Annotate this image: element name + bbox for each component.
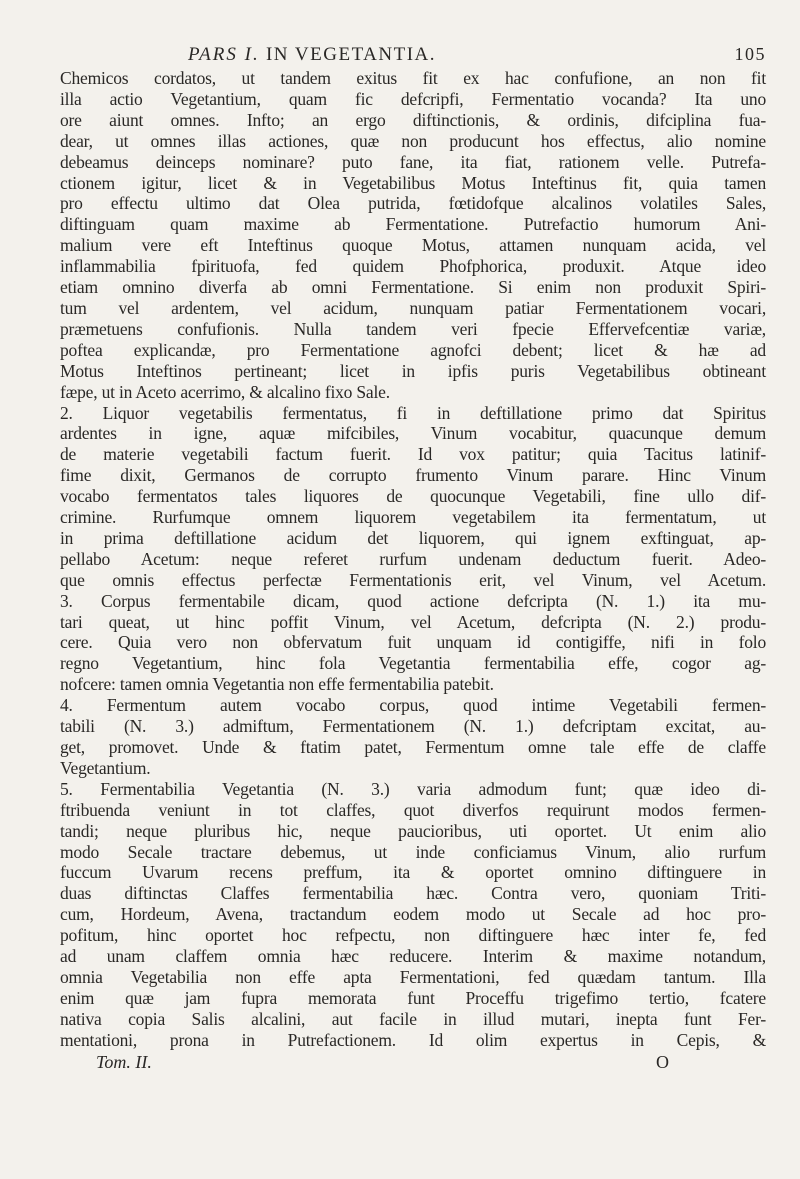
text-line: mentationi, prona in Putrefactionem. Id olim expertus in Cepis, & — [60, 1029, 766, 1050]
text-line: ftribuenda veniunt in tot claffes, quot diverfos requirunt modos fermen- — [60, 799, 766, 820]
text-line: ad unam claffem omnia hæc reducere. Interim & maxime notandum, — [60, 946, 766, 967]
text-line: tabili (N. 3.) admiftum, Fermentationem (N. 1.) defcriptam excitat, au- — [60, 716, 766, 737]
text-line: de materie vegetabili factum fuerit. Id vox patitur; quia Tacitus latinif- — [60, 444, 766, 465]
text-line: poftea explicandæ, pro Fermentatione agnofci debent; licet & hæ ad — [60, 339, 766, 360]
running-title-lead: PARS I. — [188, 44, 260, 65]
text-line: pro effectu ultimo dat Olea putrida, fœtidofque alcalinos volatiles Sales, — [60, 193, 766, 214]
text-line: nativa copia Salis alcalini, aut facile in illud mutari, inepta funt Fer- — [60, 1008, 766, 1029]
text-line: in prima deftillatione acidum det liquorem, qui ignem exftinguat, ap- — [60, 527, 766, 548]
text-line: dear, ut omnes illas actiones, quæ non producunt hos effectus, alio nomine — [60, 130, 766, 151]
running-title — [188, 44, 436, 66]
text-line: duas diftinctas Claffes fermentabilia hæc. Contra vero, quoniam Triti- — [60, 883, 766, 904]
text-line: debeamus deinceps nominare? puto fane, ita fiat, rationem velle. Putrefa- — [60, 151, 766, 172]
page-number: 105 — [734, 44, 766, 64]
text-line: vocabo fermentatos tales liquores de quocunque Vegetabili, fine ullo dif- — [60, 486, 766, 507]
text-line: præmetuens confufionis. Nulla tandem veri fpecie Effervefcentiæ variæ, — [60, 318, 766, 339]
text-line: regno Vegetantium, hinc fola Vegetantia fermentabilia effe, cogor ag- — [60, 653, 766, 674]
text-line: nofcere: tamen omnia Vegetantia non effe fermentabilia patebit. — [60, 674, 494, 695]
text-line: cum, Hordeum, Avena, tractandum eodem modo ut Secale ad hoc pro- — [60, 904, 766, 925]
text-line: fime dixit, Germanos de corrupto frumento Vinum parare. Hinc Vinum — [60, 465, 766, 486]
text-line: tandi; neque pluribus hic, neque paucioribus, uti oportet. Ut enim alio — [60, 820, 766, 841]
text-line: 3. Corpus fermentabile dicam, quod actione defcripta (N. 1.) ita mu- — [60, 590, 766, 611]
text-line: etiam omnino diverfa ab omni Fermentatione. Si enim non produxit Spiri- — [60, 277, 766, 298]
tome-label: Tom. II. — [96, 1052, 152, 1072]
text-line: tum vel ardentem, vel acidum, nunquam patiar Fermentationem vocari, — [60, 297, 766, 318]
text-line: 4. Fermentum autem vocabo corpus, quod intime Vegetabili fermen- — [60, 695, 766, 716]
text-line: que omnis effectus perfectæ Fermentationis erit, vel Vinum, vel Acetum. — [60, 569, 766, 590]
text-line: cere. Quia vero non obfervatum fuit unquam id contigiffe, nifi in folo — [60, 632, 766, 653]
text-line: 5. Fermentabilia Vegetantia (N. 3.) varia admodum funt; quæ ideo di- — [60, 778, 766, 799]
text-line: ctionem igitur, licet & in Vegetabilibus Motus Inteftinus fit, quia tamen — [60, 172, 766, 193]
text-line: enim quæ jam fupra memorata funt Proceffu trigefimo tertio, fcatere — [60, 987, 766, 1008]
text-line: fuccum Uvarum recens preffum, ita & oportet omnino diftinguere in — [60, 862, 766, 883]
text-line: fæpe, ut in Aceto acerrimo, & alcalino fixo Sale. — [60, 381, 390, 402]
text-line: malium vere eft Inteftinus quoque Motus, attamen nunquam acida, vel — [60, 235, 766, 256]
text-line: 2. Liquor vegetabilis fermentatus, fi in deftillatione primo dat Spiritus — [60, 402, 766, 423]
running-header — [60, 44, 766, 68]
text-line: Vegetantium. — [60, 757, 151, 778]
text-line: get, promovet. Unde & ftatim patet, Fermentum omne tale effe de claffe — [60, 737, 766, 757]
text-line: illa actio Vegetantium, quam fic defcripfi, Fermentatio vocanda? Ita uno — [60, 88, 766, 109]
text-line: pofitum, hinc oportet hoc refpectu, non diftinguere hæc inter fe, fed — [60, 925, 766, 946]
running-title-rest: IN VEGETANTIA. — [265, 44, 436, 65]
text-line: inflammabilia fpirituofa, fed quidem Phofphorica, produxit. Atque ideo — [60, 256, 766, 277]
text-line: Motus Inteftinos pertineant; licet in ipfis puris Vegetabilibus obtineant — [60, 360, 766, 381]
text-line: pellabo Acetum: neque referet rurfum undenam deductum fuerit. Adeo- — [60, 548, 766, 569]
text-line: crimine. Rurfumque omnem liquorem vegetabilem ita fermentatum, ut — [60, 507, 766, 528]
text-line: diftinguam quam maxime ab Fermentatione. Putrefactio humorum Ani- — [60, 214, 766, 235]
text-line: tari queat, ut hinc poffit Vinum, vel Acetum, defcripta (N. 2.) produ- — [60, 611, 766, 632]
text-line: Chemicos cordatos, ut tandem exitus fit ex hac confufione, an non fit — [60, 68, 766, 88]
text-line: ardentes in igne, aquæ mifcibiles, Vinum vocabitur, quacunque demum — [60, 423, 766, 444]
body-text — [60, 68, 766, 1051]
text-line: modo Secale tractare debemus, ut inde conficiamus Vinum, alio rurfum — [60, 841, 766, 862]
signature-mark: O — [656, 1052, 669, 1072]
text-line: ore aiunt omnes. Infto; an ergo diftinctionis, & ordinis, difciplina fua- — [60, 109, 766, 130]
text-line: omnia Vegetabilia non effe apta Fermentationi, fed quædam tantum. Illa — [60, 966, 766, 987]
